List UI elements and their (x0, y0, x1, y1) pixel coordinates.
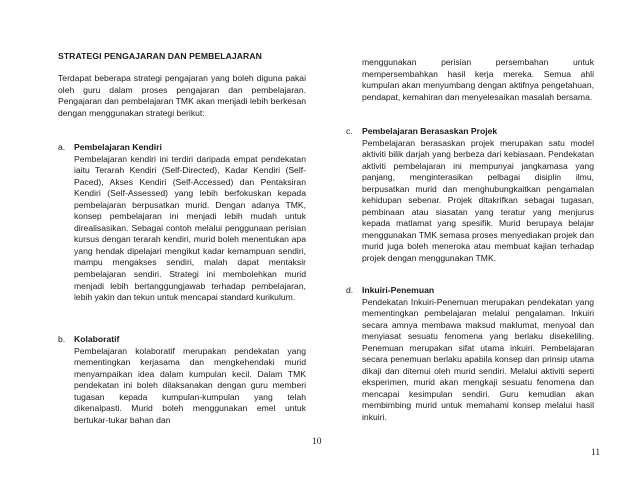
left-page (58, 0, 306, 493)
continued-paragraph: menggunakan perisian persembahan untuk mempersembahkan hasil kerja mereka. Semua ahli kumpulan akan menyumbang dengan aktifnya pengetahuan, pendapat, kemahiran dan menyelesaikan masalah bersama. (362, 57, 594, 102)
item-title: Inkuiri-Penemuan (362, 285, 435, 295)
item-body: Pembelajaran kendiri ini terdiri daripada empat pendekatan iaitu Terarah Kendiri (Self-Directed), Kadar Kendiri (Self-Paced), Akses Kendiri (Self-Accessed) dan Pentaksiran Kendiri (Self-Assessed) yang lebih berfokuskan kepada pembelajaran berpusatkan murid. Dengan adanya TMK, konsep pembelajaran ini menjadi lebih mudah untuk direalisasikan. Sebagai contoh melalui penggunaan perisian kursus dengan terarah kendiri, murid boleh menentukan apa yang hendak dipelajari mengikut kadar kemampuan sendiri, mampu mengakses sendiri, malah dapat mentaksir pembelajaran sendiri. Strategi ini membolehkan murid menjadi lebih bertanggungjawab terhadap pembelajaran, lebih yakin dan tekun untuk mencapai standard kurikulum. (74, 153, 306, 303)
item-body: Pembelajaran berasaskan projek merupakan satu model aktiviti bilik darjah yang berbeza dari kebiasaan. Pendekatan aktiviti pembelajaran ini mempunyai jangkamasa yang panjang, menginterasikan pelbagai disiplin ilmu, berpusatkan murid dan menghubungkaitkan pengamalan kehidupan sebenar. Projek ditakrifkan sebagai tugasan, pembinaan atau siasatan yang teratur yang menjurus kepada matlamat yang spesifik. Murid berupaya belajar menggunakan TMK semasa proses menyediakan projek dan murid juga boleh meneroka atau membuat kajian terhadap projek dengan menggunakan TMK. (362, 137, 594, 264)
list-item-projek (346, 126, 594, 265)
item-title: Pembelajaran Kendiri (74, 142, 162, 152)
list-item-inkuiri (346, 285, 594, 424)
item-title: Pembelajaran Berasaskan Projek (362, 126, 498, 136)
intro-paragraph: Terdapat beberapa strategi pengajaran yang boleh diguna pakai oleh guru dalam proses pengajaran dan pembelajaran. Pengajaran dan pembelajaran TMK akan menjadi lebih berkesan dengan menggunakan strategi berikut: (58, 73, 306, 118)
item-label: c. (346, 126, 353, 136)
section-heading: STRATEGI PENGAJARAN DAN PEMBELAJARAN (58, 51, 262, 61)
item-body: Pendekatan Inkuiri-Penemuan merupakan pendekatan yang mementingkan pembelajaran melalui pengalaman. Inkuiri secara amnya membawa maksud maklumat, menyoal dan menyiasat sesuatu fenomena yang berlaku disekeliling. Penemuan merupakan sifat utama inkuiri. Pembelajaran secara penemuan berlaku apabila konsep dan prinsip utama dikaji dan ditemui oleh murid sendiri. Melalui aktiviti seperti eksperimen, murid akan mengkaji sesuatu fenomena dan mencapai kesimpulan sendiri. Guru kemudian akan membimbing murid untuk memahami konsep melalui hasil inkuiri. (362, 296, 594, 423)
item-title: Kolaboratif (74, 334, 120, 344)
item-body: Pembelajaran kolaboratif merupakan pendekatan yang mementingkan kerjasama dan mengkehendaki murid menyampaikan idea dalam kumpulan kecil. Dalam TMK pendekatan ini boleh dilaksanakan dengan guru memberi tugasan kepada kumpulan-kumpulan yang telah dikenalpasti. Murid boleh menggunakan emel untuk bertukar-tukar bahan dan (74, 345, 306, 425)
item-label: b. (58, 334, 66, 344)
page-number-left: 10 (312, 437, 322, 447)
page-number-right: 11 (591, 448, 601, 458)
list-item-kendiri (58, 142, 306, 304)
list-item-kolaboratif (58, 334, 306, 426)
item-label: a. (58, 142, 66, 152)
right-page (346, 0, 594, 493)
item-label: d. (346, 285, 354, 295)
